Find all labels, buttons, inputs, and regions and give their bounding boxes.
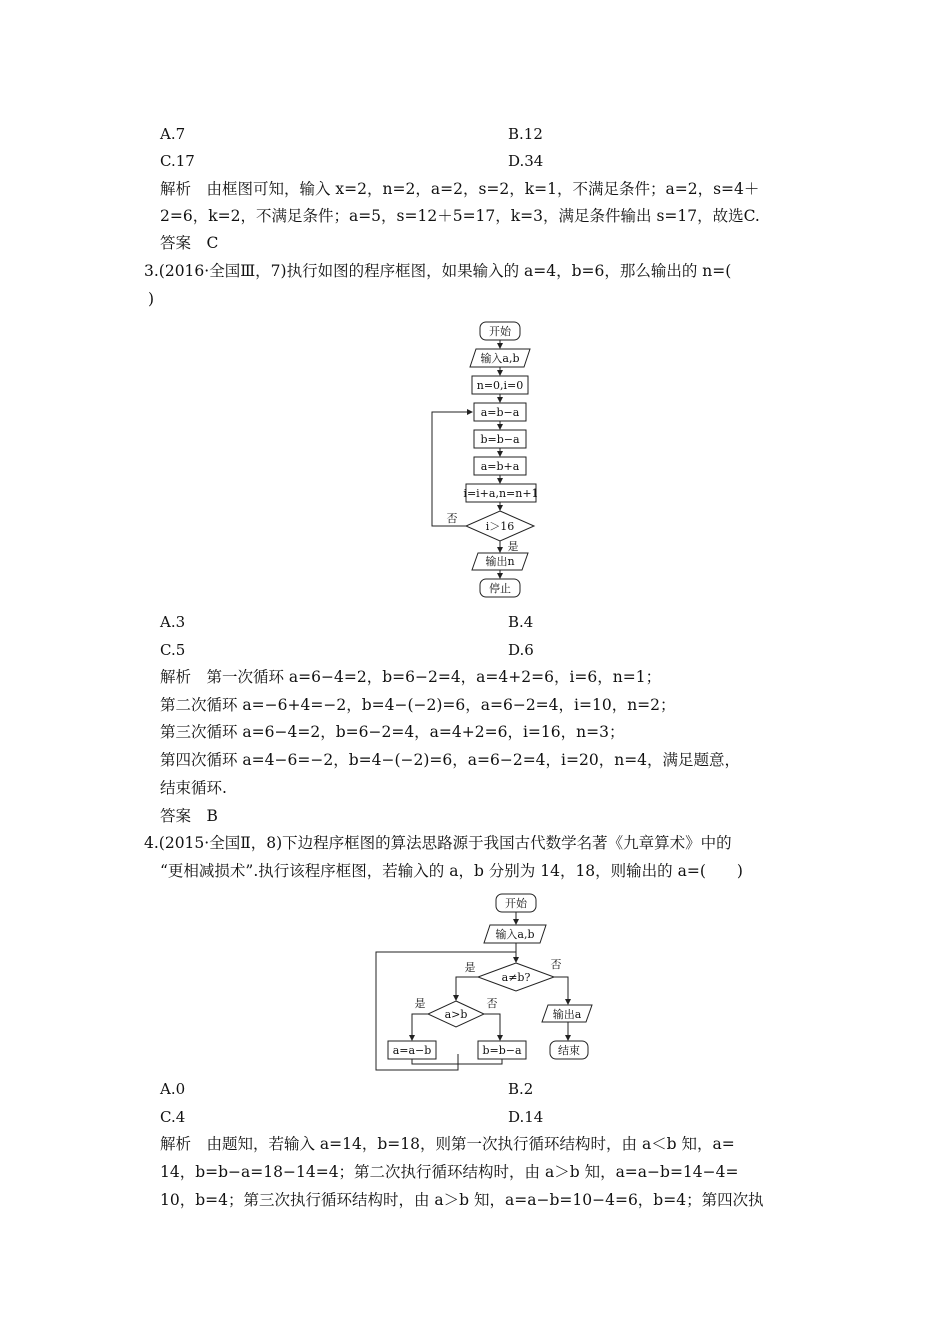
fc3-stop: 停止 [489, 582, 511, 595]
q4-stem: 4.(2015·全国Ⅱ，8)下边程序框图的算法思路源于我国古代数学名著《九章算术》中的 [144, 834, 732, 852]
q3-analysis-line: 第二次循环 a=−6+4=−2，b=4−(−2)=6，a=6−2=4，i=10，n=2； [160, 696, 676, 714]
fc4-no1-label: 否 [550, 958, 562, 971]
q3-stem: 3.(2016·全国Ⅲ，7)执行如图的程序框图，如果输入的 a=4，b=6，那么输出的 n=( [144, 262, 732, 280]
fc4-start: 开始 [505, 897, 527, 910]
q2-option-c: C.17 [160, 152, 195, 170]
q4-analysis-line: 10，b=4；第三次执行循环结构时，由 a＞b 知，a=a−b=10−4=6，b=4；第四次执 [160, 1191, 764, 1209]
q4-option-c: C.4 [160, 1108, 186, 1126]
q2-option-a: A.7 [160, 125, 186, 143]
q2-answer: 答案 C [160, 234, 219, 252]
fc4-end: 结束 [558, 1044, 580, 1057]
fc4-yes1-label: 是 [464, 961, 476, 974]
q2-option-b: B.12 [508, 125, 543, 143]
fc4-cond2: a>b [444, 1008, 468, 1021]
q4-flowchart [372, 888, 602, 1072]
q3-analysis-line: 第三次循环 a=6−4=2，b=6−2=4，a=4+2=6，i=16，n=3； [160, 723, 625, 741]
q4-analysis-line: 14，b=b−a=18−14=4；第二次执行循环结构时，由 a＞b 知，a=a−b=14−4= [160, 1163, 739, 1181]
q3-option-d: D.6 [508, 641, 534, 659]
q4-option-d: D.14 [508, 1108, 544, 1126]
fc3-step3: a=b+a [480, 460, 520, 473]
fc3-yes-label: 是 [507, 540, 519, 553]
fc3-step4: i=i+a,n=n+1 [463, 487, 539, 500]
fc4-right-box: b=b−a [482, 1044, 522, 1057]
q4-option-b: B.2 [508, 1080, 534, 1098]
q4-analysis-line: 解析 由题知，若输入 a=14，b=18，则第一次执行循环结构时，由 a＜b 知，a= [160, 1135, 735, 1153]
q3-analysis-line: 结束循环. [160, 779, 227, 797]
fc3-step2: b=b−a [480, 433, 520, 446]
fc3-input: 输入a,b [480, 352, 520, 365]
q2-analysis-line: 2=6，k=2，不满足条件；a=5，s=12＋5=17，k=3，满足条件输出 s=17，故选C. [160, 207, 760, 225]
fc4-input: 输入a,b [495, 928, 535, 941]
q3-answer: 答案 B [160, 807, 218, 825]
q3-analysis-line: 解析 第一次循环 a=6−4=2，b=6−2=4，a=4+2=6，i=6，n=1； [160, 668, 662, 686]
fc4-left-box: a=a−b [392, 1044, 432, 1057]
fc3-no-label: 否 [446, 512, 458, 525]
fc4-output: 输出a [552, 1008, 582, 1021]
q2-analysis-line: 解析 由框图可知，输入 x=2，n=2，a=2，s=2，k=1，不满足条件；a=2，s=4＋ [160, 180, 760, 198]
q3-flowchart [420, 312, 560, 602]
q3-analysis-line: 第四次循环 a=4−6=−2，b=4−(−2)=6，a=6−2=4，i=20，n=4，满足题意， [160, 751, 741, 769]
q3-stem-cont: ) [148, 290, 155, 308]
fc4-no2-label: 否 [486, 997, 498, 1010]
fc3-output: 输出n [485, 555, 515, 568]
q3-option-c: C.5 [160, 641, 186, 659]
fc3-cond: i＞16 [485, 520, 515, 533]
q4-option-a: A.0 [160, 1080, 186, 1098]
fc3-step1: a=b−a [480, 406, 520, 419]
fc4-yes2-label: 是 [414, 997, 426, 1010]
q3-option-a: A.3 [160, 613, 186, 631]
q2-option-d: D.34 [508, 152, 544, 170]
fc3-start: 开始 [489, 325, 511, 338]
q4-stem-cont: “更相减损术”.执行该程序框图，若输入的 a，b 分别为 14，18，则输出的 a=( ) [160, 862, 743, 880]
fc3-init: n=0,i=0 [476, 379, 524, 392]
fc4-cond1: a≠b? [501, 971, 531, 984]
q3-option-b: B.4 [508, 613, 534, 631]
